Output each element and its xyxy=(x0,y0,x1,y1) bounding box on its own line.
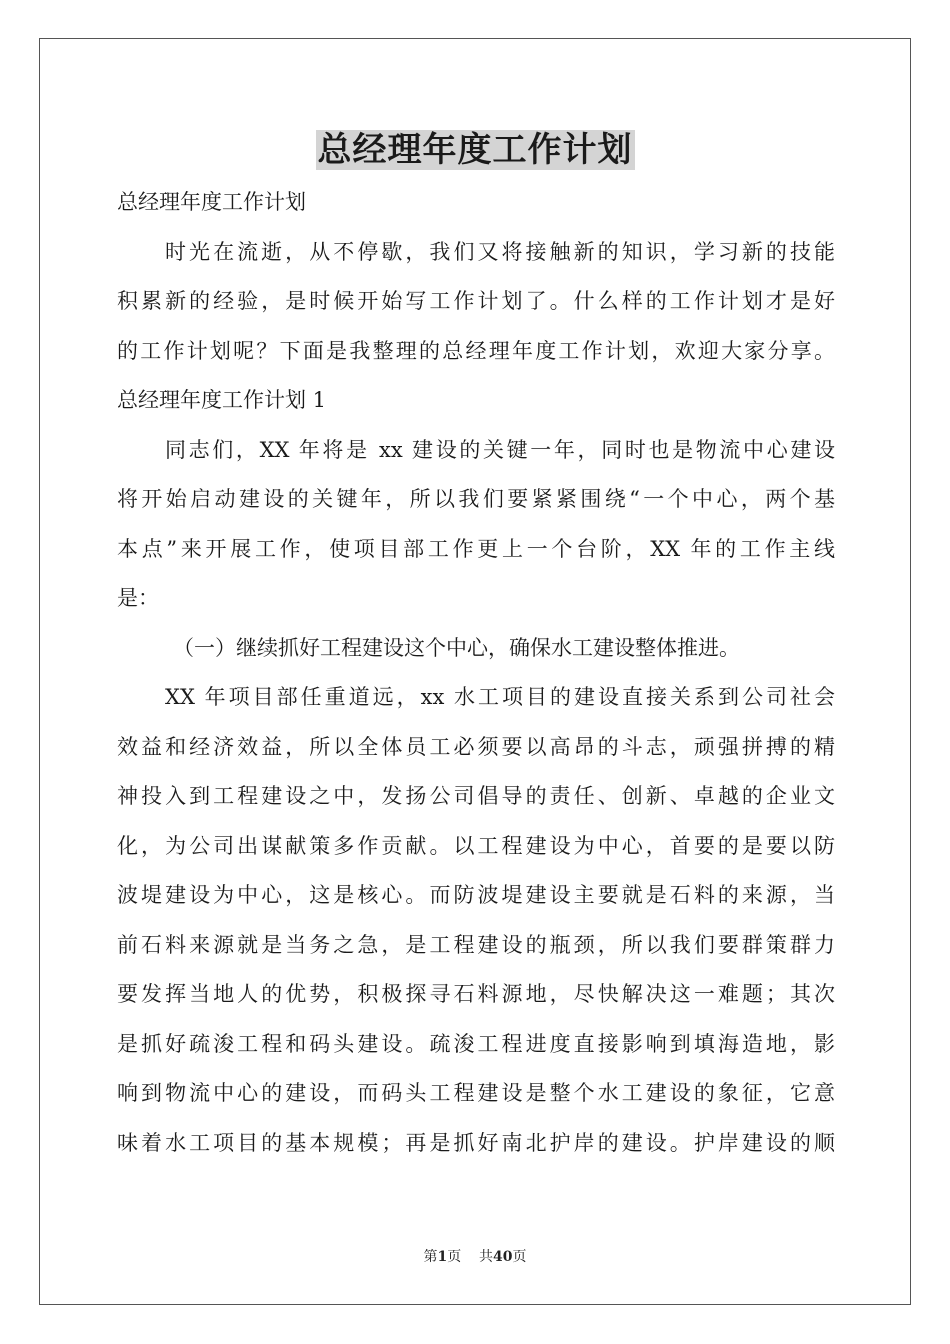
paragraph-line: 响到物流中心的建设，而码头工程建设是整个水工建设的象征，它意 xyxy=(117,1081,835,1105)
total-unit: 页 xyxy=(512,1249,527,1265)
paragraph-line: 波堤建设为中心，这是核心。而防波堤建设主要就是石料的来源，当 xyxy=(117,883,835,907)
paragraph-line: 前石料来源就是当务之急，是工程建设的瓶颈，所以我们要群策群力 xyxy=(117,932,835,957)
paragraph-line: 要发挥当地人的优势，积极探寻石料源地，尽快解决这一难题；其次 xyxy=(117,982,835,1006)
paragraph-line: 同志们，XX 年将是 xx 建设的关键一年，同时也是物流中心建设 xyxy=(165,437,835,462)
paragraph-line: 效益和经济效益，所以全体员工必须要以高昂的斗志，顽强拼搏的精 xyxy=(117,734,835,759)
paragraph-line: 的工作计划呢？下面是我整理的总经理年度工作计划，欢迎大家分享。 xyxy=(117,338,835,363)
paragraph-line: 是： xyxy=(117,586,159,610)
paragraph-line: 神投入到工程建设之中，发扬公司倡导的责任、创新、卓越的企业文 xyxy=(117,784,835,808)
total-prefix: 共 xyxy=(479,1249,494,1265)
document-title-text: 总经理年度工作计划 xyxy=(317,130,633,170)
document-title xyxy=(0,128,950,172)
paragraph-line: 化，为公司出谋献策多作贡献。以工程建设为中心，首要的是要以防 xyxy=(117,833,835,858)
subtitle-line: 总经理年度工作计划 xyxy=(117,190,306,214)
paragraph-line: 本点”来开展工作，使项目部工作更上一个台阶，XX 年的工作主线 xyxy=(117,536,835,561)
paragraph-line: 时光在流逝，从不停歇，我们又将接触新的知识，学习新的技能 xyxy=(165,239,835,264)
paragraph-line: 积累新的经验，是时候开始写工作计划了。什么样的工作计划才是好 xyxy=(117,289,835,313)
page-number: 1 xyxy=(437,1249,448,1265)
paragraph-line: 味着水工项目的基本规模；再是抓好南北护岸的建设。护岸建设的顺 xyxy=(117,1130,835,1155)
page-footer xyxy=(0,1248,950,1266)
item-heading: （一）继续抓好工程建设这个中心，确保水工建设整体推进。 xyxy=(173,635,740,660)
paragraph-line: XX 年项目部任重道远，xx 水工项目的建设直接关系到公司社会 xyxy=(165,685,835,709)
page-unit: 页 xyxy=(447,1249,462,1265)
page-prefix: 第 xyxy=(423,1249,438,1265)
section-heading: 总经理年度工作计划 1 xyxy=(117,388,327,412)
total-pages: 40 xyxy=(493,1249,513,1265)
paragraph-line: 将开始启动建设的关键年，所以我们要紧紧围绕“一个中心，两个基 xyxy=(117,487,835,511)
document-body xyxy=(117,178,835,1168)
paragraph-line: 是抓好疏浚工程和码头建设。疏浚工程进度直接影响到填海造地，影 xyxy=(117,1031,835,1056)
